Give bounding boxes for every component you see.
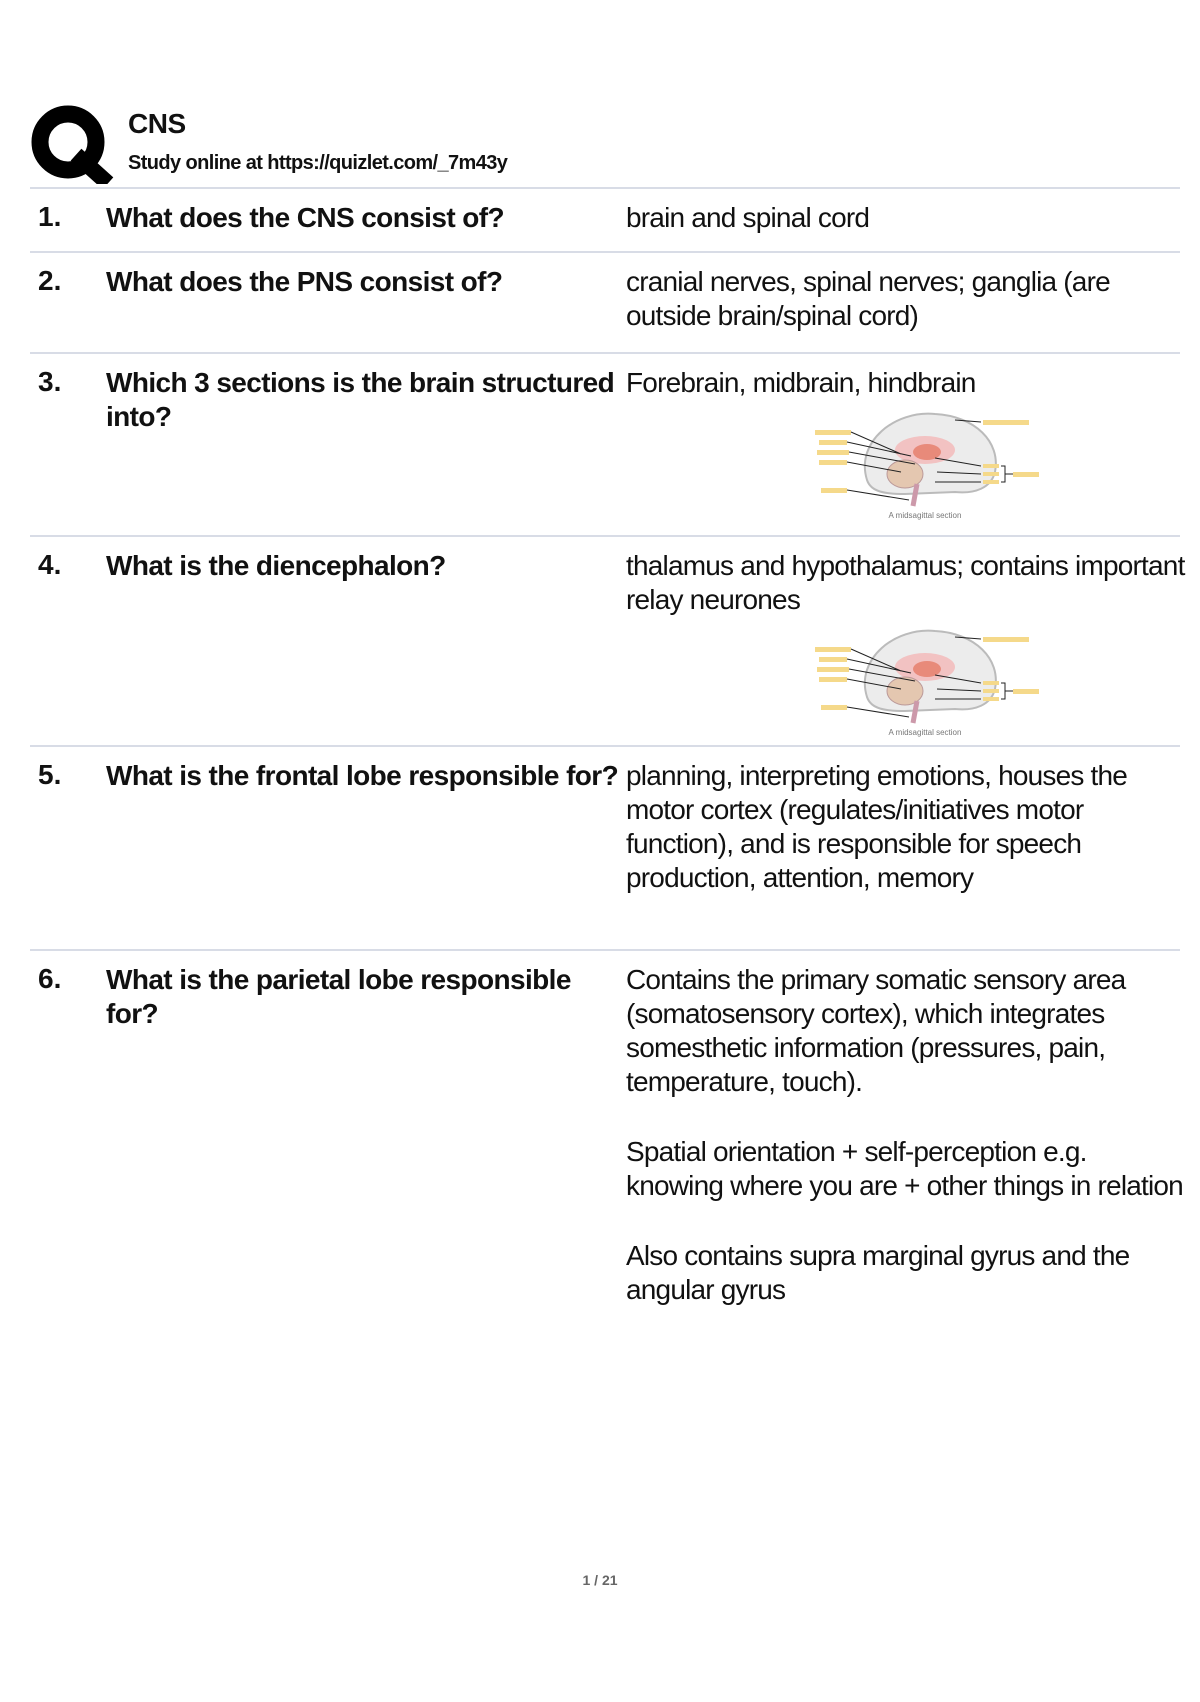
flashcard-list (30, 187, 1185, 1381)
card-answer (626, 201, 1186, 235)
card-number: 1. (38, 201, 62, 232)
answer-paragraph: brain and spinal cord (626, 202, 870, 233)
card-answer (626, 265, 1186, 333)
answer-paragraph: cranial nerves, spinal nerves; ganglia (are outside brain/spinal cord) (626, 266, 1110, 331)
card-answer (626, 366, 1186, 400)
card-answer (626, 549, 1186, 617)
study-online-link[interactable]: Study online at https://quizlet.com/_7m43y (128, 152, 508, 174)
figure-caption: A midsagittal section (888, 511, 962, 520)
flashcard-row (30, 352, 1180, 535)
card-answer (626, 963, 1186, 1307)
flashcard-row (30, 745, 1180, 949)
figure-caption: A midsagittal section (888, 728, 962, 737)
card-question: What does the PNS consist of? (106, 266, 503, 297)
document-header (30, 100, 1180, 188)
page-number: 1 / 21 (582, 1572, 618, 1588)
card-number: 4. (38, 549, 62, 580)
card-number: 3. (38, 366, 62, 397)
page-title: CNS (128, 108, 186, 139)
card-question: What is the diencephalon? (106, 550, 446, 581)
flashcard-row (30, 187, 1180, 251)
flashcard-row (30, 949, 1183, 1381)
card-number: 2. (38, 265, 62, 296)
card-question: What is the parietal lobe responsible for? (106, 964, 571, 1029)
brain-midsagittal-image (805, 402, 1045, 522)
answer-paragraph: Contains the primary somatic sensory area (somatosensory cortex), which integrates somesthetic information (pressures, pain, temperature, touch). (626, 964, 1126, 1097)
answer-paragraph: thalamus and hypothalamus; contains important relay neurones (626, 550, 1185, 615)
flashcard-row (30, 535, 1185, 745)
card-question: What does the CNS consist of? (106, 202, 504, 233)
card-answer (626, 759, 1186, 895)
card-number: 5. (38, 759, 62, 790)
answer-paragraph: Spatial orientation + self-perception e.g. knowing where you are + other things in relation (626, 1136, 1183, 1201)
flashcard-row (30, 251, 1180, 352)
answer-paragraph: Also contains supra marginal gyrus and the angular gyrus (626, 1240, 1130, 1305)
quizlet-logo-icon (30, 104, 114, 184)
card-question: What is the frontal lobe responsible for? (106, 760, 619, 791)
card-question: Which 3 sections is the brain structured into? (106, 367, 615, 432)
card-number: 6. (38, 963, 62, 994)
brain-midsagittal-image (805, 619, 1045, 739)
answer-paragraph: planning, interpreting emotions, houses the motor cortex (regulates/initiatives motor function), and is responsible for speech production, attention, memory (626, 760, 1128, 893)
answer-paragraph: Forebrain, midbrain, hindbrain (626, 367, 976, 398)
